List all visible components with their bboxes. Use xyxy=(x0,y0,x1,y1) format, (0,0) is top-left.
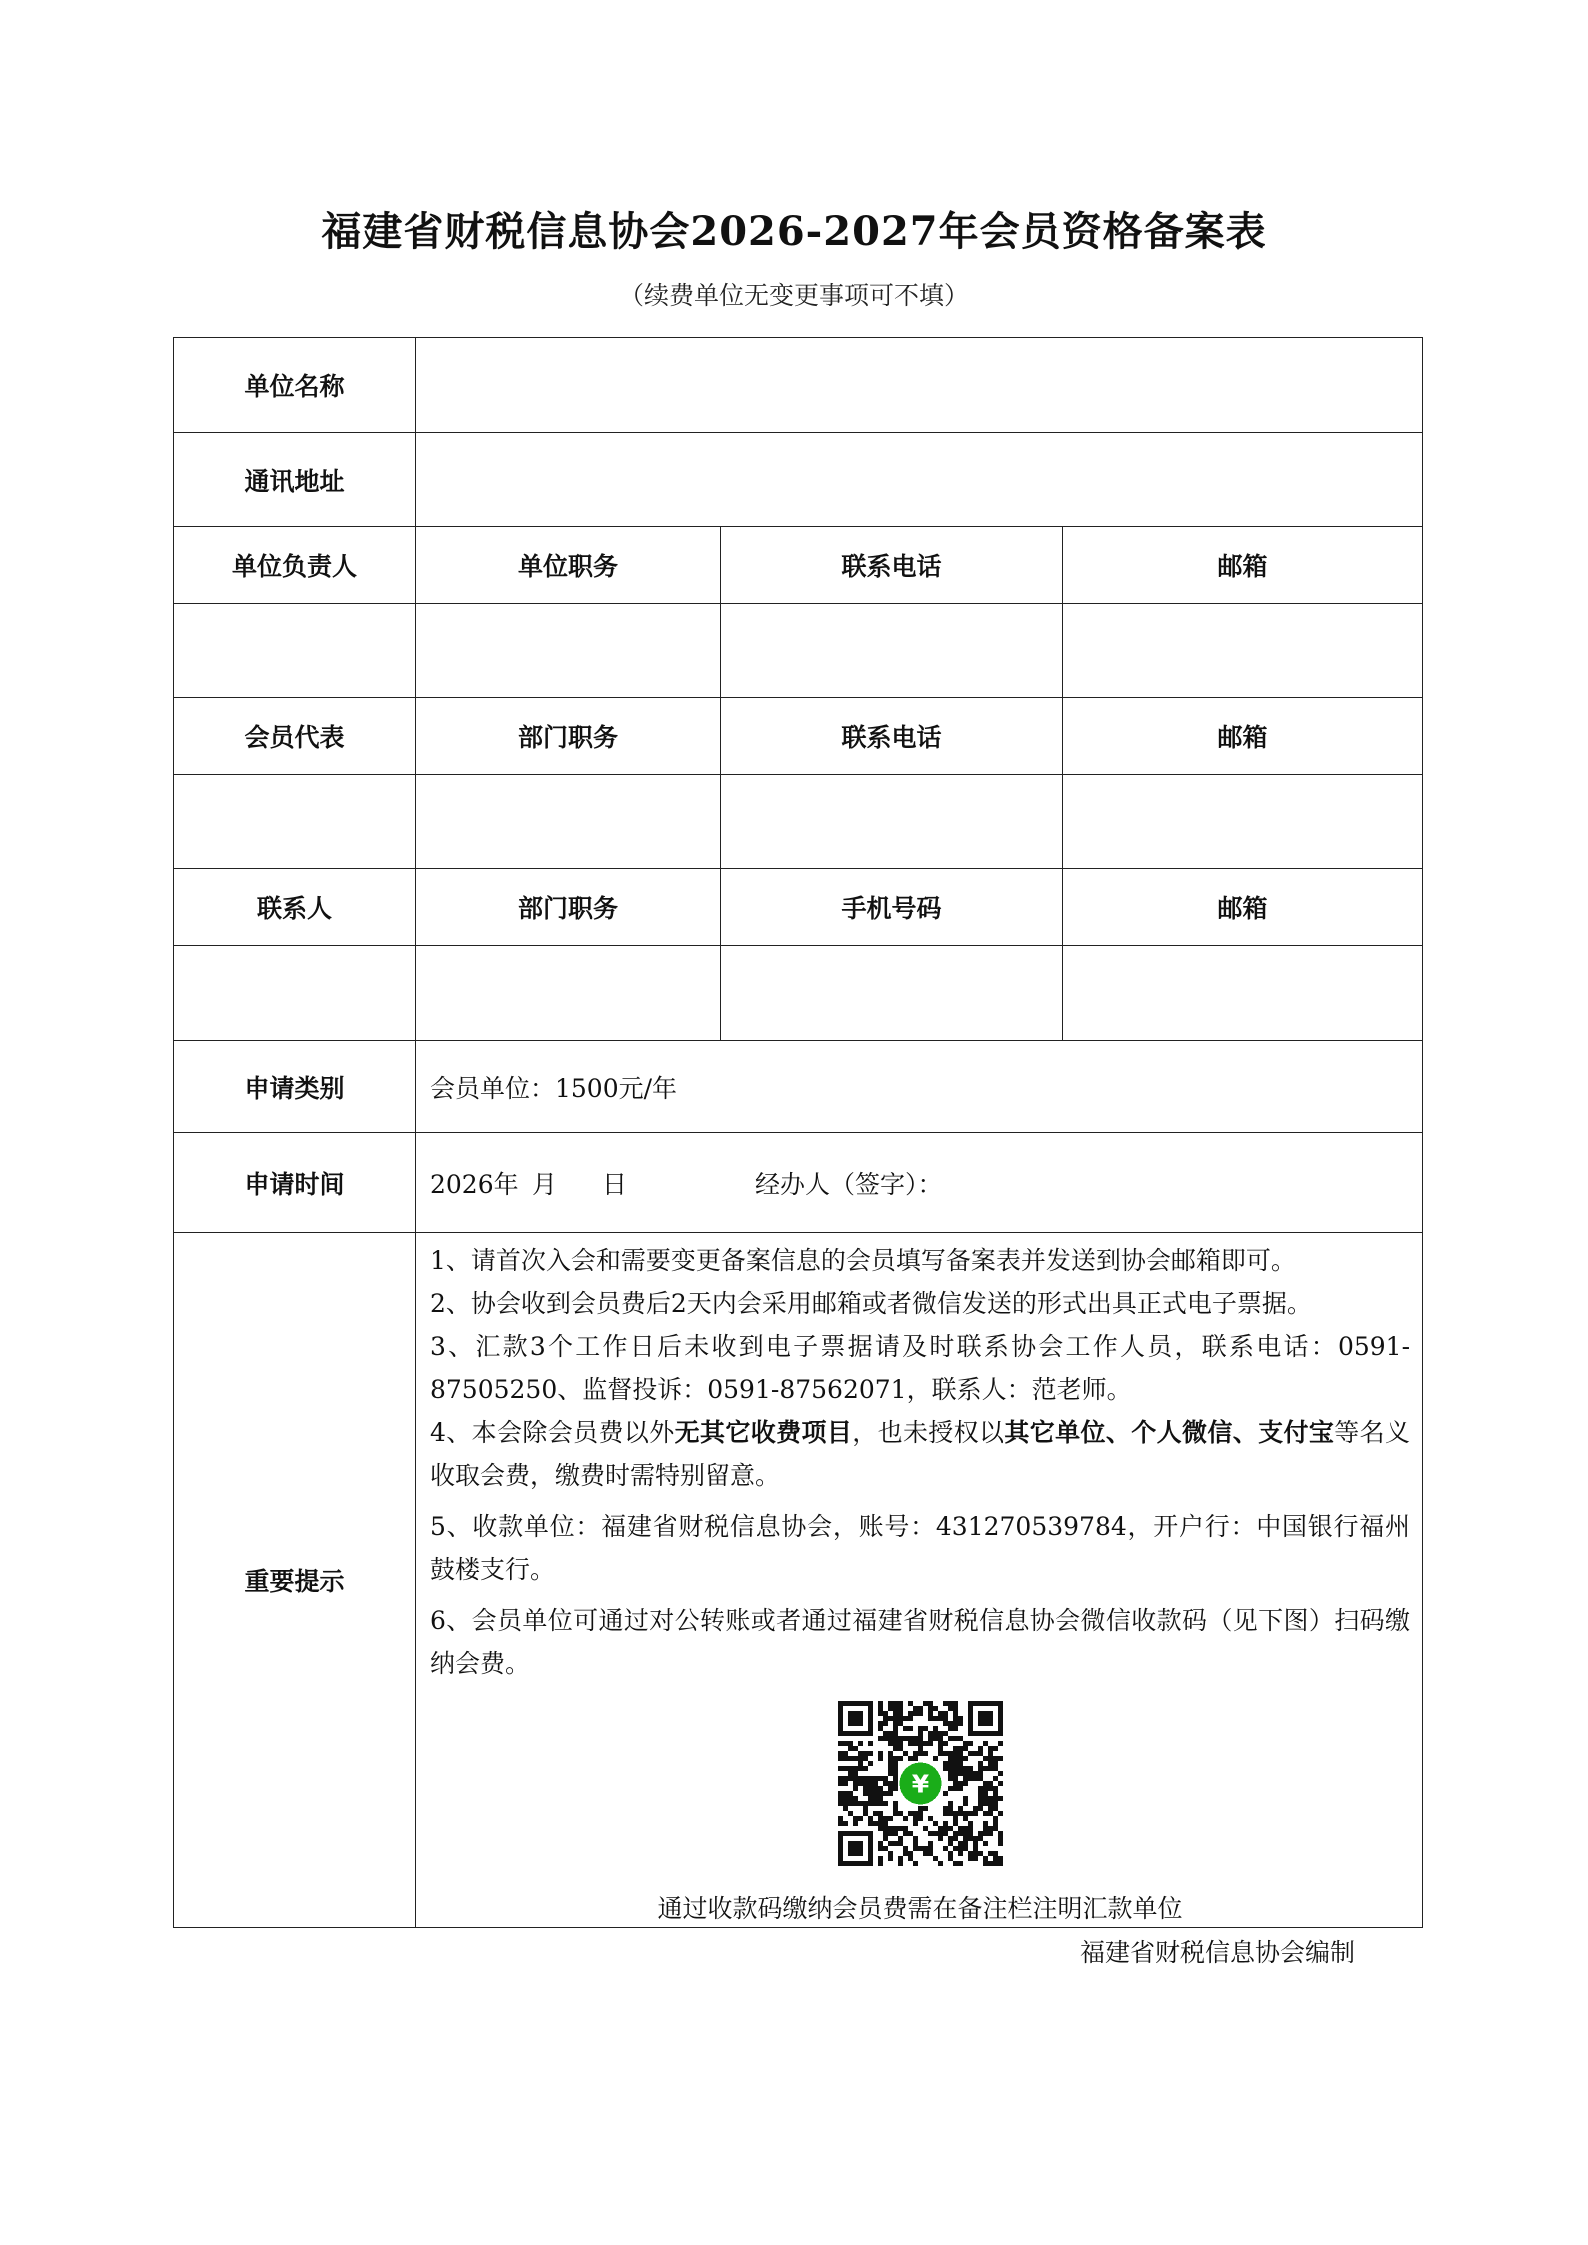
footer-compiler: 福建省财税信息协会编制 xyxy=(1080,1938,1356,1967)
registration-form-table xyxy=(173,337,1423,1928)
head-name-field[interactable] xyxy=(174,604,416,698)
rep-col-email: 邮箱 xyxy=(1063,698,1423,775)
unit-name-field[interactable] xyxy=(416,338,1423,433)
notes-label: 重要提示 xyxy=(174,1233,416,1928)
rep-label: 会员代表 xyxy=(174,698,416,775)
note-6: 6、会员单位可通过对公转账或者通过福建省财税信息协会微信收款码（见下图）扫码缴纳会费。 xyxy=(430,1606,1411,1678)
svg-text:¥: ¥ xyxy=(911,1769,929,1799)
rep-phone-field[interactable] xyxy=(721,775,1063,869)
qr-caption: 通过收款码缴纳会员费需在备注栏注明汇款单位 xyxy=(657,1894,1183,1923)
head-col-email: 邮箱 xyxy=(1063,527,1423,604)
page-title: 福建省财税信息协会2026-2027年会员资格备案表 xyxy=(321,208,1267,255)
head-label: 单位负责人 xyxy=(174,527,416,604)
note-4-part-e: 等名义收取会费，缴费时需特别留意。 xyxy=(430,1418,1410,1490)
time-day: 日 xyxy=(602,1169,628,1199)
rep-col-phone: 联系电话 xyxy=(721,698,1063,775)
contact-col-mobile: 手机号码 xyxy=(721,869,1063,946)
head-email-field[interactable] xyxy=(1063,604,1423,698)
contact-col-email: 邮箱 xyxy=(1063,869,1423,946)
note-1: 1、请首次入会和需要变更备案信息的会员填写备案表并发送到协会邮箱即可。 xyxy=(430,1246,1296,1275)
time-month: 月 xyxy=(532,1169,558,1199)
category-label: 申请类别 xyxy=(174,1041,416,1133)
time-year: 2026年 xyxy=(430,1169,519,1199)
note-4-part-a: 4、本会除会员费以外 xyxy=(430,1418,675,1447)
time-field[interactable] xyxy=(416,1133,1423,1233)
note-2: 2、协会收到会员费后2天内会采用邮箱或者微信发送的形式出具正式电子票据。 xyxy=(430,1289,1312,1318)
time-label: 申请时间 xyxy=(174,1133,416,1233)
address-label: 通讯地址 xyxy=(174,433,416,527)
note-4-emphasis-a: 无其它收费项目 xyxy=(674,1418,853,1447)
qr-code-wrap xyxy=(430,1701,1410,1879)
note-3: 3、汇款3个工作日后未收到电子票据请及时联系协会工作人员，联系电话：0591-87505250、监督投诉：0591-87562071，联系人：范老师。 xyxy=(430,1332,1411,1404)
contact-position-field[interactable] xyxy=(416,946,721,1041)
note-4 xyxy=(430,1411,1410,1497)
head-position-field[interactable] xyxy=(416,604,721,698)
contact-mobile-field[interactable] xyxy=(721,946,1063,1041)
notes-cell xyxy=(416,1233,1423,1928)
rep-col-position: 部门职务 xyxy=(416,698,721,775)
payment-qr-code[interactable] xyxy=(838,1701,1003,1866)
head-phone-field[interactable] xyxy=(721,604,1063,698)
contact-name-field[interactable] xyxy=(174,946,416,1041)
note-4-emphasis-b: 其它单位、个人微信、支付宝 xyxy=(1004,1418,1335,1447)
contact-col-position: 部门职务 xyxy=(416,869,721,946)
rep-email-field[interactable] xyxy=(1063,775,1423,869)
contact-label: 联系人 xyxy=(174,869,416,946)
rep-position-field[interactable] xyxy=(416,775,721,869)
category-value: 会员单位：1500元/年 xyxy=(416,1041,1423,1133)
time-signer: 经办人（签字）： xyxy=(755,1169,943,1199)
head-col-position: 单位职务 xyxy=(416,527,721,604)
page-subtitle: （续费单位无变更事项可不填） xyxy=(618,281,969,310)
note-4-part-c: ，也未授权以 xyxy=(852,1418,1005,1447)
address-field[interactable] xyxy=(416,433,1423,527)
contact-email-field[interactable] xyxy=(1063,946,1423,1041)
notes-block xyxy=(416,1233,1422,1927)
rep-name-field[interactable] xyxy=(174,775,416,869)
note-5: 5、收款单位：福建省财税信息协会，账号：431270539784，开户行：中国银行福州鼓楼支行。 xyxy=(430,1512,1411,1584)
head-col-phone: 联系电话 xyxy=(721,527,1063,604)
unit-name-label: 单位名称 xyxy=(174,338,416,433)
